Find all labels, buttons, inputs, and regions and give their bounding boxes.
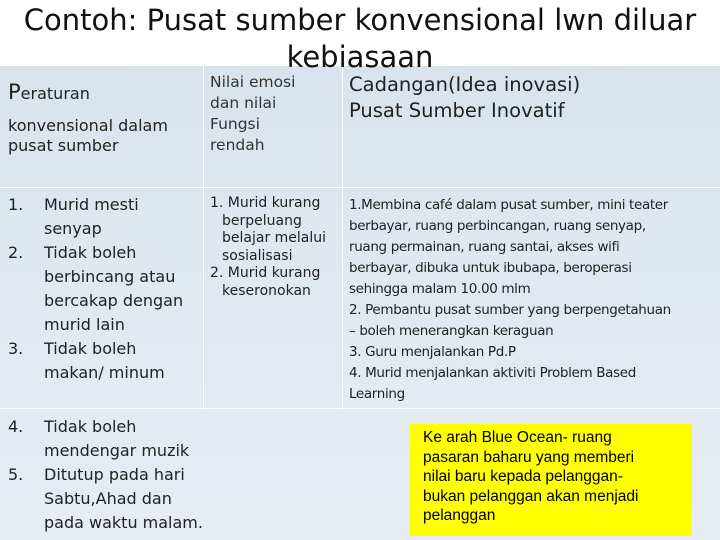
header-col-rules: [8, 80, 198, 156]
header-col-innovation: [349, 72, 714, 124]
rule-line: Tidak boleh: [44, 243, 137, 262]
innovation-line: ruang permainan, ruang santai, akses wifi: [349, 239, 620, 255]
rule-number: 5.: [8, 465, 24, 484]
innovation-line: – boleh menerangkan keraguan: [349, 323, 554, 339]
innovation-list: [349, 195, 717, 405]
emotional-value-line: 1. Murid kurang: [210, 195, 321, 211]
blue-ocean-callout: [410, 424, 692, 536]
innovation-line: 1.Membina café dalam pusat sumber, mini teater: [349, 197, 668, 213]
callout-line: pasaran baharu yang memberi: [423, 448, 635, 466]
emotional-value-line: belajar melalui: [222, 230, 327, 246]
header-col-innovation-line2: Pusat Sumber Inovatif: [349, 99, 565, 122]
rule-line: Sabtu,Ahad dan: [44, 489, 172, 508]
header-col-rules-line3: pusat sumber: [8, 136, 119, 155]
page-title: [0, 2, 720, 76]
header-divider: [0, 187, 720, 188]
column-divider-2: [342, 66, 343, 410]
header-col-emotional-line: dan nilai: [210, 94, 277, 112]
rule-line: pada waktu malam.: [44, 513, 203, 532]
row-divider: [0, 408, 720, 409]
header-col-rules-initial: P: [8, 80, 21, 104]
rule-item: [8, 337, 203, 385]
column-divider-1: [203, 66, 204, 410]
emotional-value-line: 2. Murid kurang: [210, 265, 321, 281]
header-col-rules-rest: eraturan: [20, 84, 90, 103]
innovation-line: berbayar, dibuka untuk ibubapa, beroperasi: [349, 260, 632, 276]
emotional-values-list: [210, 195, 340, 300]
innovation-line: Learning: [349, 386, 405, 402]
rule-line: murid lain: [44, 315, 125, 334]
header-col-emotional-line: Fungsi: [210, 115, 260, 133]
header-col-emotional-line: Nilai emosi: [210, 73, 296, 91]
callout-line: nilai baru kepada pelanggan-: [423, 468, 623, 485]
callout-line: Ke arah Blue Ocean- ruang: [423, 429, 612, 446]
emotional-value-line: sosialisasi: [222, 247, 293, 264]
callout-line: pelanggan: [423, 507, 496, 524]
rule-line: makan/ minum: [44, 363, 165, 382]
innovation-line: 3. Guru menjalankan Pd.P: [349, 344, 516, 360]
rule-line: Tidak boleh: [44, 417, 137, 436]
title-line-2: kebiasaan: [286, 40, 434, 74]
innovation-line: sehingga malam 10.00 mlm: [349, 281, 531, 297]
rule-line: mendengar muzik: [44, 441, 190, 460]
rule-item: [8, 415, 208, 463]
rule-item: [8, 463, 208, 535]
rules-list-continued: [8, 415, 208, 535]
header-col-rules-line1: [8, 80, 198, 106]
rule-number: 1.: [8, 195, 24, 214]
header-col-rules-line2: konvensional dalam: [8, 116, 168, 135]
rule-number: 4.: [8, 417, 24, 436]
rule-line: Murid mesti: [44, 195, 139, 214]
rule-line: Ditutup pada hari: [44, 465, 185, 484]
emotional-value-line: berpeluang: [222, 212, 302, 229]
innovation-line: 4. Murid menjalankan aktiviti Problem Based: [349, 365, 636, 381]
innovation-line: 2. Pembantu pusat sumber yang berpengetahuan: [349, 302, 671, 318]
rule-item: [8, 241, 203, 337]
rule-line: senyap: [44, 219, 102, 238]
title-line-1: Contoh: Pusat sumber konvensional lwn diluar: [23, 3, 697, 37]
callout-line: bukan pelanggan akan menjadi: [423, 487, 639, 505]
innovation-line: berbayar, ruang perbincangan, ruang senyap,: [349, 218, 646, 234]
rule-line: berbincang atau: [44, 267, 176, 286]
rule-number: 2.: [8, 243, 24, 262]
rule-number: 3.: [8, 339, 24, 358]
rule-item: [8, 193, 203, 241]
rule-line: bercakap dengan: [44, 291, 184, 310]
emotional-value-line: keseronokan: [222, 282, 311, 299]
header-col-emotional-line: rendah: [210, 136, 265, 154]
rules-list: [8, 193, 203, 385]
header-col-emotional: [210, 72, 340, 156]
header-col-innovation-line1: Cadangan(Idea inovasi): [349, 73, 581, 96]
rule-line: Tidak boleh: [44, 339, 137, 358]
